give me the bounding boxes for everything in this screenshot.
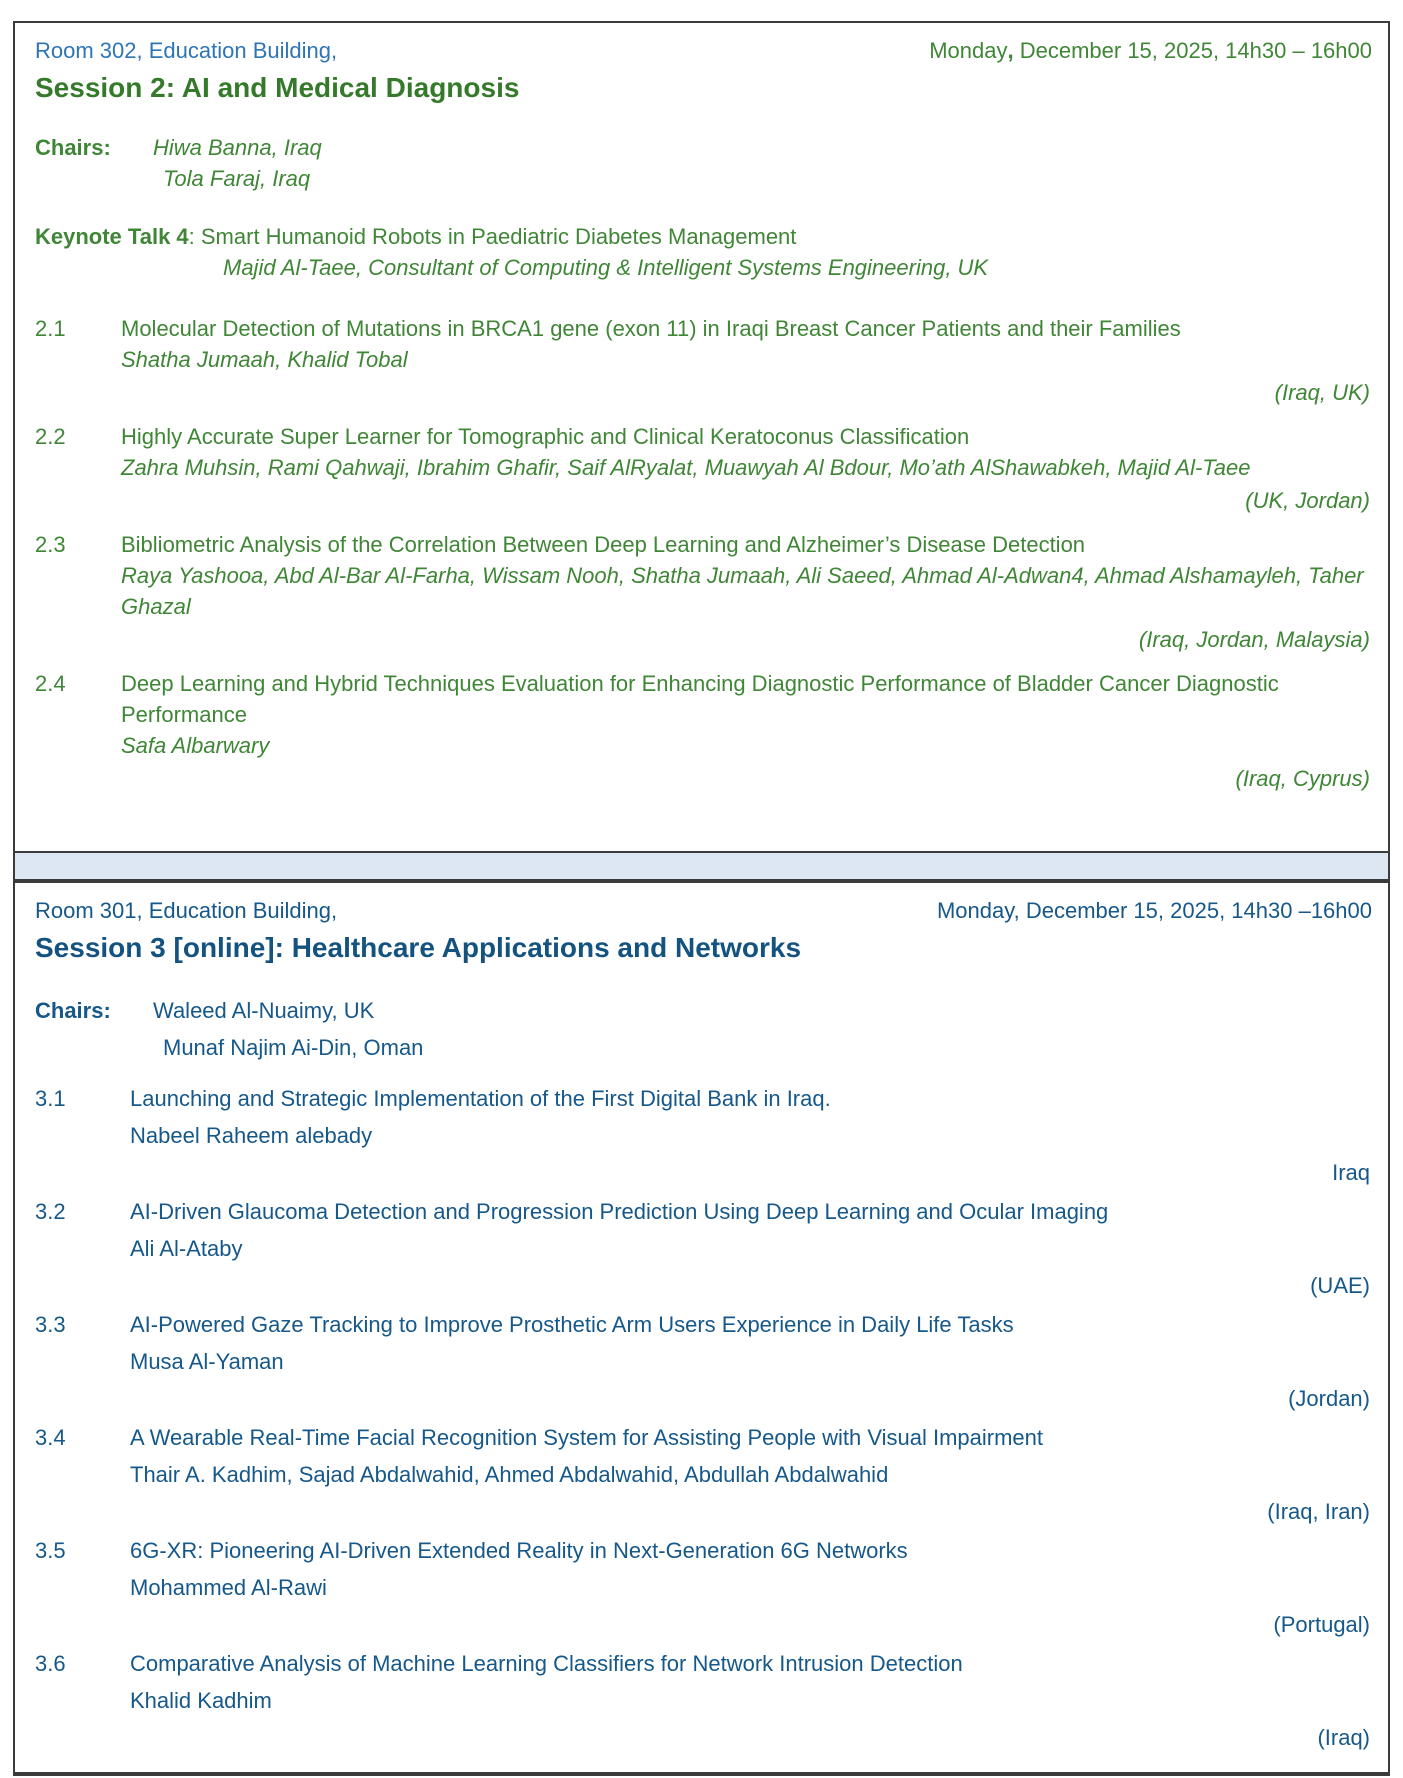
paper-number: 3.6	[35, 1651, 66, 1676]
paper-country: (Jordan)	[1288, 1386, 1370, 1411]
session-2-date	[929, 35, 1372, 67]
paper-3-3	[35, 1306, 1372, 1417]
paper-country: (Portugal)	[1273, 1612, 1370, 1637]
paper-number: 2.3	[35, 532, 66, 557]
session-3-block	[15, 883, 1388, 1772]
chair-name: Waleed Al-Nuaimy, UK	[153, 998, 375, 1023]
keynote-speaker: Majid Al-Taee, Consultant of Computing & Intelligent Systems Engineering, UK	[223, 255, 989, 280]
paper-number: 2.4	[35, 671, 66, 696]
paper-authors: Safa Albarwary	[121, 733, 270, 758]
paper-title: Highly Accurate Super Learner for Tomographic and Clinical Keratoconus Classification	[121, 424, 970, 449]
paper-2-2	[35, 421, 1372, 516]
session-2-block	[15, 23, 1388, 851]
paper-country: (Iraq)	[1317, 1725, 1370, 1750]
paper-authors: Ali Al-Ataby	[130, 1236, 243, 1261]
paper-authors: Raya Yashooa, Abd Al-Bar Al-Farha, Wissam Nooh, Shatha Jumaah, Ali Saeed, Ahmad Al-Adwan4, Ahmad Alshamayleh, Taher Ghazal	[121, 563, 1364, 619]
date-rest: , December 15, 2025, 14h30 –16h00	[1013, 898, 1372, 923]
paper-number: 3.3	[35, 1312, 66, 1337]
date-day: Monday	[929, 38, 1008, 63]
chair-name: Tola Faraj, Iraq	[163, 166, 311, 191]
paper-country: (Iraq, UK)	[1274, 380, 1370, 405]
session-2-papers	[35, 313, 1372, 794]
paper-title: Comparative Analysis of Machine Learning Classifiers for Network Intrusion Detection	[130, 1651, 963, 1676]
paper-country: (Iraq, Iran)	[1267, 1499, 1370, 1524]
paper-3-1	[35, 1080, 1372, 1191]
keynote-line	[35, 221, 1372, 252]
chairs-label: Chairs:	[35, 135, 111, 160]
paper-3-6	[35, 1645, 1372, 1756]
paper-2-4	[35, 668, 1372, 794]
keynote-block	[35, 221, 1372, 283]
chair-name: Munaf Najim Ai-Din, Oman	[163, 1035, 424, 1060]
paper-number: 3.2	[35, 1199, 66, 1224]
paper-title: Bibliometric Analysis of the Correlation Between Deep Learning and Alzheimer’s Disease Detection	[121, 532, 1086, 557]
paper-authors: Khalid Kadhim	[130, 1688, 272, 1713]
paper-country: (Iraq, Cyprus)	[1235, 766, 1370, 791]
paper-authors: Thair A. Kadhim, Sajad Abdalwahid, Ahmed Abdalwahid, Abdullah Abdalwahid	[130, 1462, 889, 1487]
paper-authors: Mohammed Al-Rawi	[130, 1575, 327, 1600]
chair-name: Hiwa Banna, Iraq	[153, 135, 322, 160]
chairs-label: Chairs:	[35, 998, 111, 1023]
paper-number: 3.4	[35, 1425, 66, 1450]
paper-authors: Musa Al-Yaman	[130, 1349, 284, 1374]
paper-authors: Shatha Jumaah, Khalid Tobal	[121, 347, 408, 372]
paper-2-3	[35, 529, 1372, 655]
chairs-names	[153, 132, 322, 194]
paper-title: AI-Driven Glaucoma Detection and Progression Prediction Using Deep Learning and Ocular Imaging	[130, 1199, 1109, 1224]
paper-country: Iraq	[1332, 1160, 1370, 1185]
paper-country: (UK, Jordan)	[1245, 488, 1370, 513]
paper-number: 3.5	[35, 1538, 66, 1563]
session-2-chairs	[35, 132, 1372, 194]
paper-number: 3.1	[35, 1086, 66, 1111]
session-3-header	[35, 895, 1372, 927]
paper-country: (Iraq, Jordan, Malaysia)	[1138, 627, 1370, 652]
date-rest: December 15, 2025, 14h30 – 16h00	[1013, 38, 1372, 63]
session-3-date	[937, 895, 1372, 927]
paper-title: Launching and Strategic Implementation of the First Digital Bank in Iraq.	[130, 1086, 831, 1111]
keynote-label: Keynote Talk 4	[35, 224, 189, 249]
paper-title: 6G-XR: Pioneering AI-Driven Extended Reality in Next-Generation 6G Networks	[130, 1538, 908, 1563]
session-3-papers	[35, 1080, 1372, 1756]
paper-title: AI-Powered Gaze Tracking to Improve Prosthetic Arm Users Experience in Daily Life Tasks	[130, 1312, 1014, 1337]
session-2-title: Session 2: AI and Medical Diagnosis	[35, 72, 520, 103]
paper-title: Molecular Detection of Mutations in BRCA1 gene (exon 11) in Iraqi Breast Cancer Patients and their Families	[121, 316, 1181, 341]
session-3-room: Room 301, Education Building,	[35, 898, 338, 923]
conference-program-table	[13, 21, 1390, 1776]
paper-3-2	[35, 1193, 1372, 1304]
session-2-room: Room 302, Education Building,	[35, 38, 338, 63]
paper-authors: Nabeel Raheem alebady	[130, 1123, 373, 1148]
keynote-title: : Smart Humanoid Robots in Paediatric Diabetes Management	[188, 224, 797, 249]
paper-2-1	[35, 313, 1372, 408]
paper-number: 2.2	[35, 424, 66, 449]
session-3-chairs	[35, 992, 1372, 1066]
date-comma: ,	[1007, 38, 1014, 63]
paper-3-5	[35, 1532, 1372, 1643]
paper-number: 2.1	[35, 316, 66, 341]
paper-title: A Wearable Real-Time Facial Recognition System for Assisting People with Visual Impairment	[130, 1425, 1043, 1450]
paper-country: (UAE)	[1310, 1273, 1370, 1298]
date-day: Monday	[936, 898, 1014, 923]
table-spacer-row	[15, 851, 1388, 883]
paper-title: Deep Learning and Hybrid Techniques Evaluation for Enhancing Diagnostic Performance of Bladder Cancer Diagnostic Performance	[121, 671, 1279, 727]
paper-authors: Zahra Muhsin, Rami Qahwaji, Ibrahim Ghafir, Saif AlRyalat, Muawyah Al Bdour, Mo’ath AlShawabkeh, Majid Al-Taee	[121, 455, 1251, 480]
session-3-title: Session 3 [online]: Healthcare Applications and Networks	[35, 932, 802, 963]
session-2-header	[35, 35, 1372, 67]
chairs-names	[153, 992, 423, 1066]
paper-3-4	[35, 1419, 1372, 1530]
